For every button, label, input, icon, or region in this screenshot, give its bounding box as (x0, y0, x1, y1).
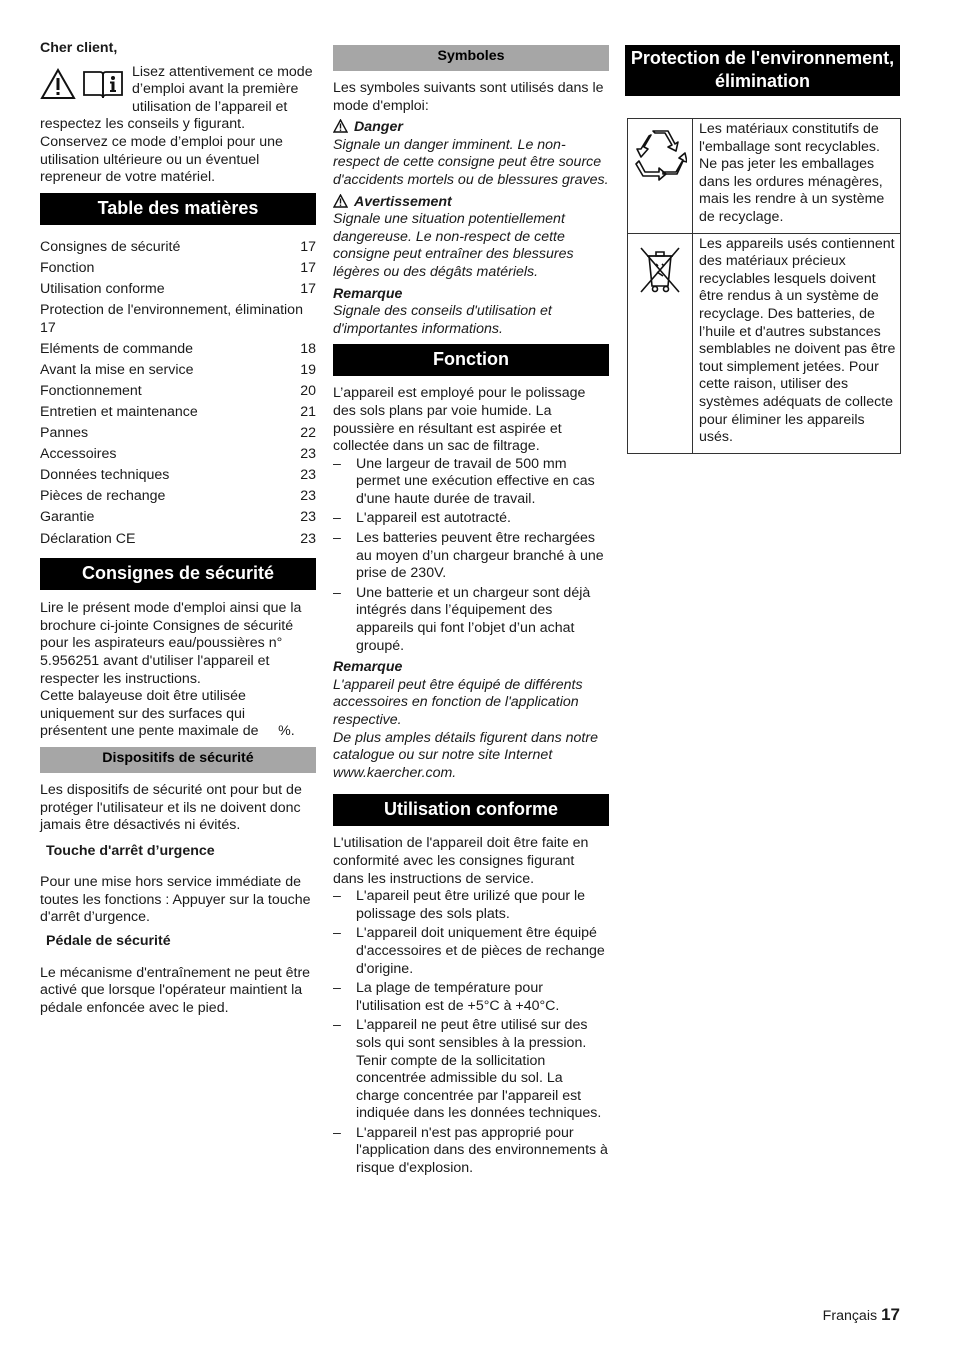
danger-label-row (333, 119, 609, 137)
safety-pedal-heading: Pédale de sécurité (46, 933, 171, 950)
toc-heading: Table des matières (40, 193, 316, 225)
list-item: – La plage de température pour l'utilisation est de +5°C à +40°C. (333, 980, 609, 1015)
toc-entry (40, 467, 316, 485)
environment-devices-text: Les appareils usés contiennent des matériaux précieux recyclables lesquels doivent être rendus à un système de recyclage. Des batteries, de l’huile et d'autres substances semblables ne doivent pas être tout simplement jetées. Pour cette raison, utiliser des systèmes adéquats de collecte pour éliminer les appareils usés. (699, 235, 896, 446)
environment-icon-cell (628, 119, 693, 234)
toc-entry-page: 23 (300, 530, 316, 547)
warning-label-row (333, 194, 609, 212)
environment-row-packaging (628, 119, 901, 234)
toc-entry-label: Déclaration CE (40, 530, 136, 547)
toc-entry-label: Données techniques (40, 467, 170, 484)
usage-heading: Utilisation conforme (333, 794, 609, 826)
column-middle (333, 40, 609, 1180)
toc-entry-page: 17 (300, 259, 316, 276)
emergency-stop-text: Pour une mise hors service immédiate de toutes les fonctions : Appuyer sur la touche d'arrêt d’urgence. (40, 874, 311, 926)
toc-entry (40, 362, 316, 380)
intro-side-text: Lisez attentivement ce mode d’emploi avant la première utilisation de l’appareil et (132, 63, 313, 115)
list-item: – Une batterie et un chargeur sont déjà intégrés dans l’équipement des appareils qui font l’objet d’un achat groupé. (333, 585, 609, 655)
caution-warning-icon (333, 194, 348, 208)
environment-packaging-text: Les matériaux constitutifs de l'emballage sont recyclables. Ne pas jeter les emballages dans les ordures ménagères, mais les rendre à un système de recyclage. (699, 121, 885, 225)
toc-entry (40, 446, 316, 464)
symbols-heading: Symboles (333, 45, 609, 71)
toc-entry-label: Utilisation conforme (40, 280, 165, 297)
toc-entry (40, 281, 316, 299)
toc-entry-label: Fonctionnement (40, 382, 142, 399)
toc-entry-page: 18 (300, 340, 316, 357)
toc-entry (40, 260, 316, 278)
safety-devices-text: Les dispositifs de sécurité ont pour but de protéger l'utilisateur et ils ne doivent donc jamais être désactivés ni évités. (40, 781, 302, 834)
toc-entry (40, 531, 316, 549)
environment-heading: Protection de l'environnement, élimination (625, 45, 900, 96)
symbols-note-label: Remarque (333, 285, 403, 302)
greeting: Cher client, (40, 40, 118, 56)
column-left (40, 40, 316, 1017)
recycling-icon (633, 127, 687, 181)
toc-entry-page: 21 (300, 404, 316, 420)
toc-entry (40, 509, 316, 527)
toc-entry-page: 22 (300, 425, 316, 442)
list-item: – L'appareil est autotracté. (333, 510, 609, 528)
warning-text: Signale une situation potentiellement dangereuse. Le non-respect de cette consigne peut entraîner des blessures légères ou des dégâts matériels. (333, 211, 574, 280)
toc-entry-label: Accessoires (40, 446, 117, 463)
toc-entry-label: Pannes (40, 425, 89, 442)
danger-label: Danger (354, 119, 403, 136)
function-list (333, 456, 609, 656)
toc-entry (40, 425, 316, 443)
toc-entry-page: 23 (300, 509, 316, 526)
usage-list (333, 888, 609, 1178)
toc-entry-page: 20 (300, 382, 316, 399)
toc-entry-label: Avant la mise en service (40, 361, 194, 378)
environment-text-cell (693, 119, 901, 234)
warning-triangle-icon (40, 68, 76, 100)
toc-entry (40, 404, 316, 422)
toc-entry-label: Garantie (40, 509, 95, 526)
toc-entry (40, 341, 316, 359)
page-footer (823, 1306, 900, 1326)
safety-paragraph-2: Cette balayeuse doit être utilisée uniquement sur des surfaces qui présentent une pente maximale de %. (40, 688, 295, 740)
toc-entry-page: 17 (300, 238, 316, 255)
toc-entry-page: 23 (300, 467, 316, 484)
list-item: – L'appareil ne peut être utilisé sur des sols qui sont sensibles à la pression. Tenir compte de la sollicitation concentrée admissible du sol. La charge concentrée par l'appareil est indiquée dans les données techniques. (333, 1017, 609, 1123)
danger-text: Signale un danger imminent. Le non-respect de cette consigne peut être source d'accidents mortels ou de blessures graves. (333, 136, 609, 188)
intro-icons (40, 64, 132, 117)
safety-devices-heading: Dispositifs de sécurité (40, 747, 316, 773)
environment-row-devices (628, 233, 901, 453)
toc-entry (40, 302, 316, 337)
safety-pedal-text: Le mécanisme d'entraînement ne peut être activé que lorsque l'opérateur maintient la pédale enfoncée avec le pied. (40, 964, 311, 1016)
symbols-intro: Les symboles suivants sont utilisés dans le mode d'emploi: (333, 80, 604, 114)
toc-entry (40, 383, 316, 401)
usage-intro: L'utilisation de l'appareil doit être faite en conformité avec les consignes figurant dans les instructions de service. (333, 835, 589, 887)
toc-entry-label: Consignes de sécurité (40, 238, 181, 255)
list-item: – L'appareil n'est pas approprié pour l'application dans des environnements à risque d'explosion. (333, 1125, 609, 1178)
environment-table (627, 118, 901, 454)
function-intro: L’appareil est employé pour le polissage des sols plans par voie humide. La poussière en résultant est aspirée et collectée dans un sac de filtrage. (333, 385, 586, 455)
toc-list (40, 239, 316, 548)
list-item: – L'appareil doit uniquement être équipé d'accessoires et de pièces de rechange d'origine. (333, 925, 609, 978)
column-right (625, 40, 900, 454)
toc-entry-label: Eléments de commande (40, 340, 193, 357)
environment-text-cell (693, 233, 901, 453)
function-note-label: Remarque (333, 659, 403, 676)
toc-entry-page: 17 (300, 280, 316, 297)
emergency-stop-heading: Touche d'arrêt d’urgence (46, 842, 215, 859)
warning-label: Avertissement (354, 193, 452, 210)
environment-icon-cell (628, 233, 693, 453)
intro-block (40, 64, 316, 117)
toc-entry-label: Entretien et maintenance (40, 404, 198, 420)
toc-entry (40, 239, 316, 257)
page-number: 17 (881, 1305, 900, 1324)
safety-paragraph-1: Lire le présent mode d'emploi ainsi que la brochure ci-jointe Consignes de sécurité pour les aspirateurs eau/poussières n° 5.956251 avant d'utiliser l'appareil et respecter les instructions. (40, 600, 302, 687)
toc-entry-label: Protection de l'environnement, élimination 17 (40, 302, 303, 336)
footer-language: Français (822, 1308, 878, 1324)
function-note-text-1: L'appareil peut être équipé de différents accessoires en fonction de l'application respective. (333, 676, 583, 728)
list-item: – Les batteries peuvent être rechargées au moyen d’un chargeur branché à une prise de 230V. (333, 530, 609, 583)
crossed-bin-icon (637, 242, 683, 296)
toc-entry-page: 23 (300, 446, 316, 463)
toc-entry-label: Pièces de rechange (40, 488, 166, 505)
intro-rest-text: respectez les conseils y figurant. Conservez ce mode d’emploi pour une utilisation ultérieure ou un éventuel repreneur de votre matériel. (40, 116, 283, 186)
read-manual-icon (82, 68, 124, 100)
function-heading: Fonction (333, 344, 609, 376)
toc-entry-page: 23 (300, 488, 316, 505)
toc-entry-page: 19 (300, 361, 316, 378)
list-item: – Une largeur de travail de 500 mm permet une exécution effective en cas d'une haute durée de travail. (333, 456, 609, 509)
danger-warning-icon (333, 119, 348, 133)
safety-heading: Consignes de sécurité (40, 558, 316, 590)
function-note-text-2: De plus amples détails figurent dans notre catalogue ou sur notre site Internet www.kaercher.com. (333, 729, 598, 781)
list-item: – L'apareil peut être urilizé que pour le polissage des sols plats. (333, 888, 609, 923)
symbols-note-text: Signale des conseils d'utilisation et d'importantes informations. (333, 303, 552, 337)
toc-entry (40, 488, 316, 506)
toc-entry-label: Fonction (40, 259, 95, 276)
